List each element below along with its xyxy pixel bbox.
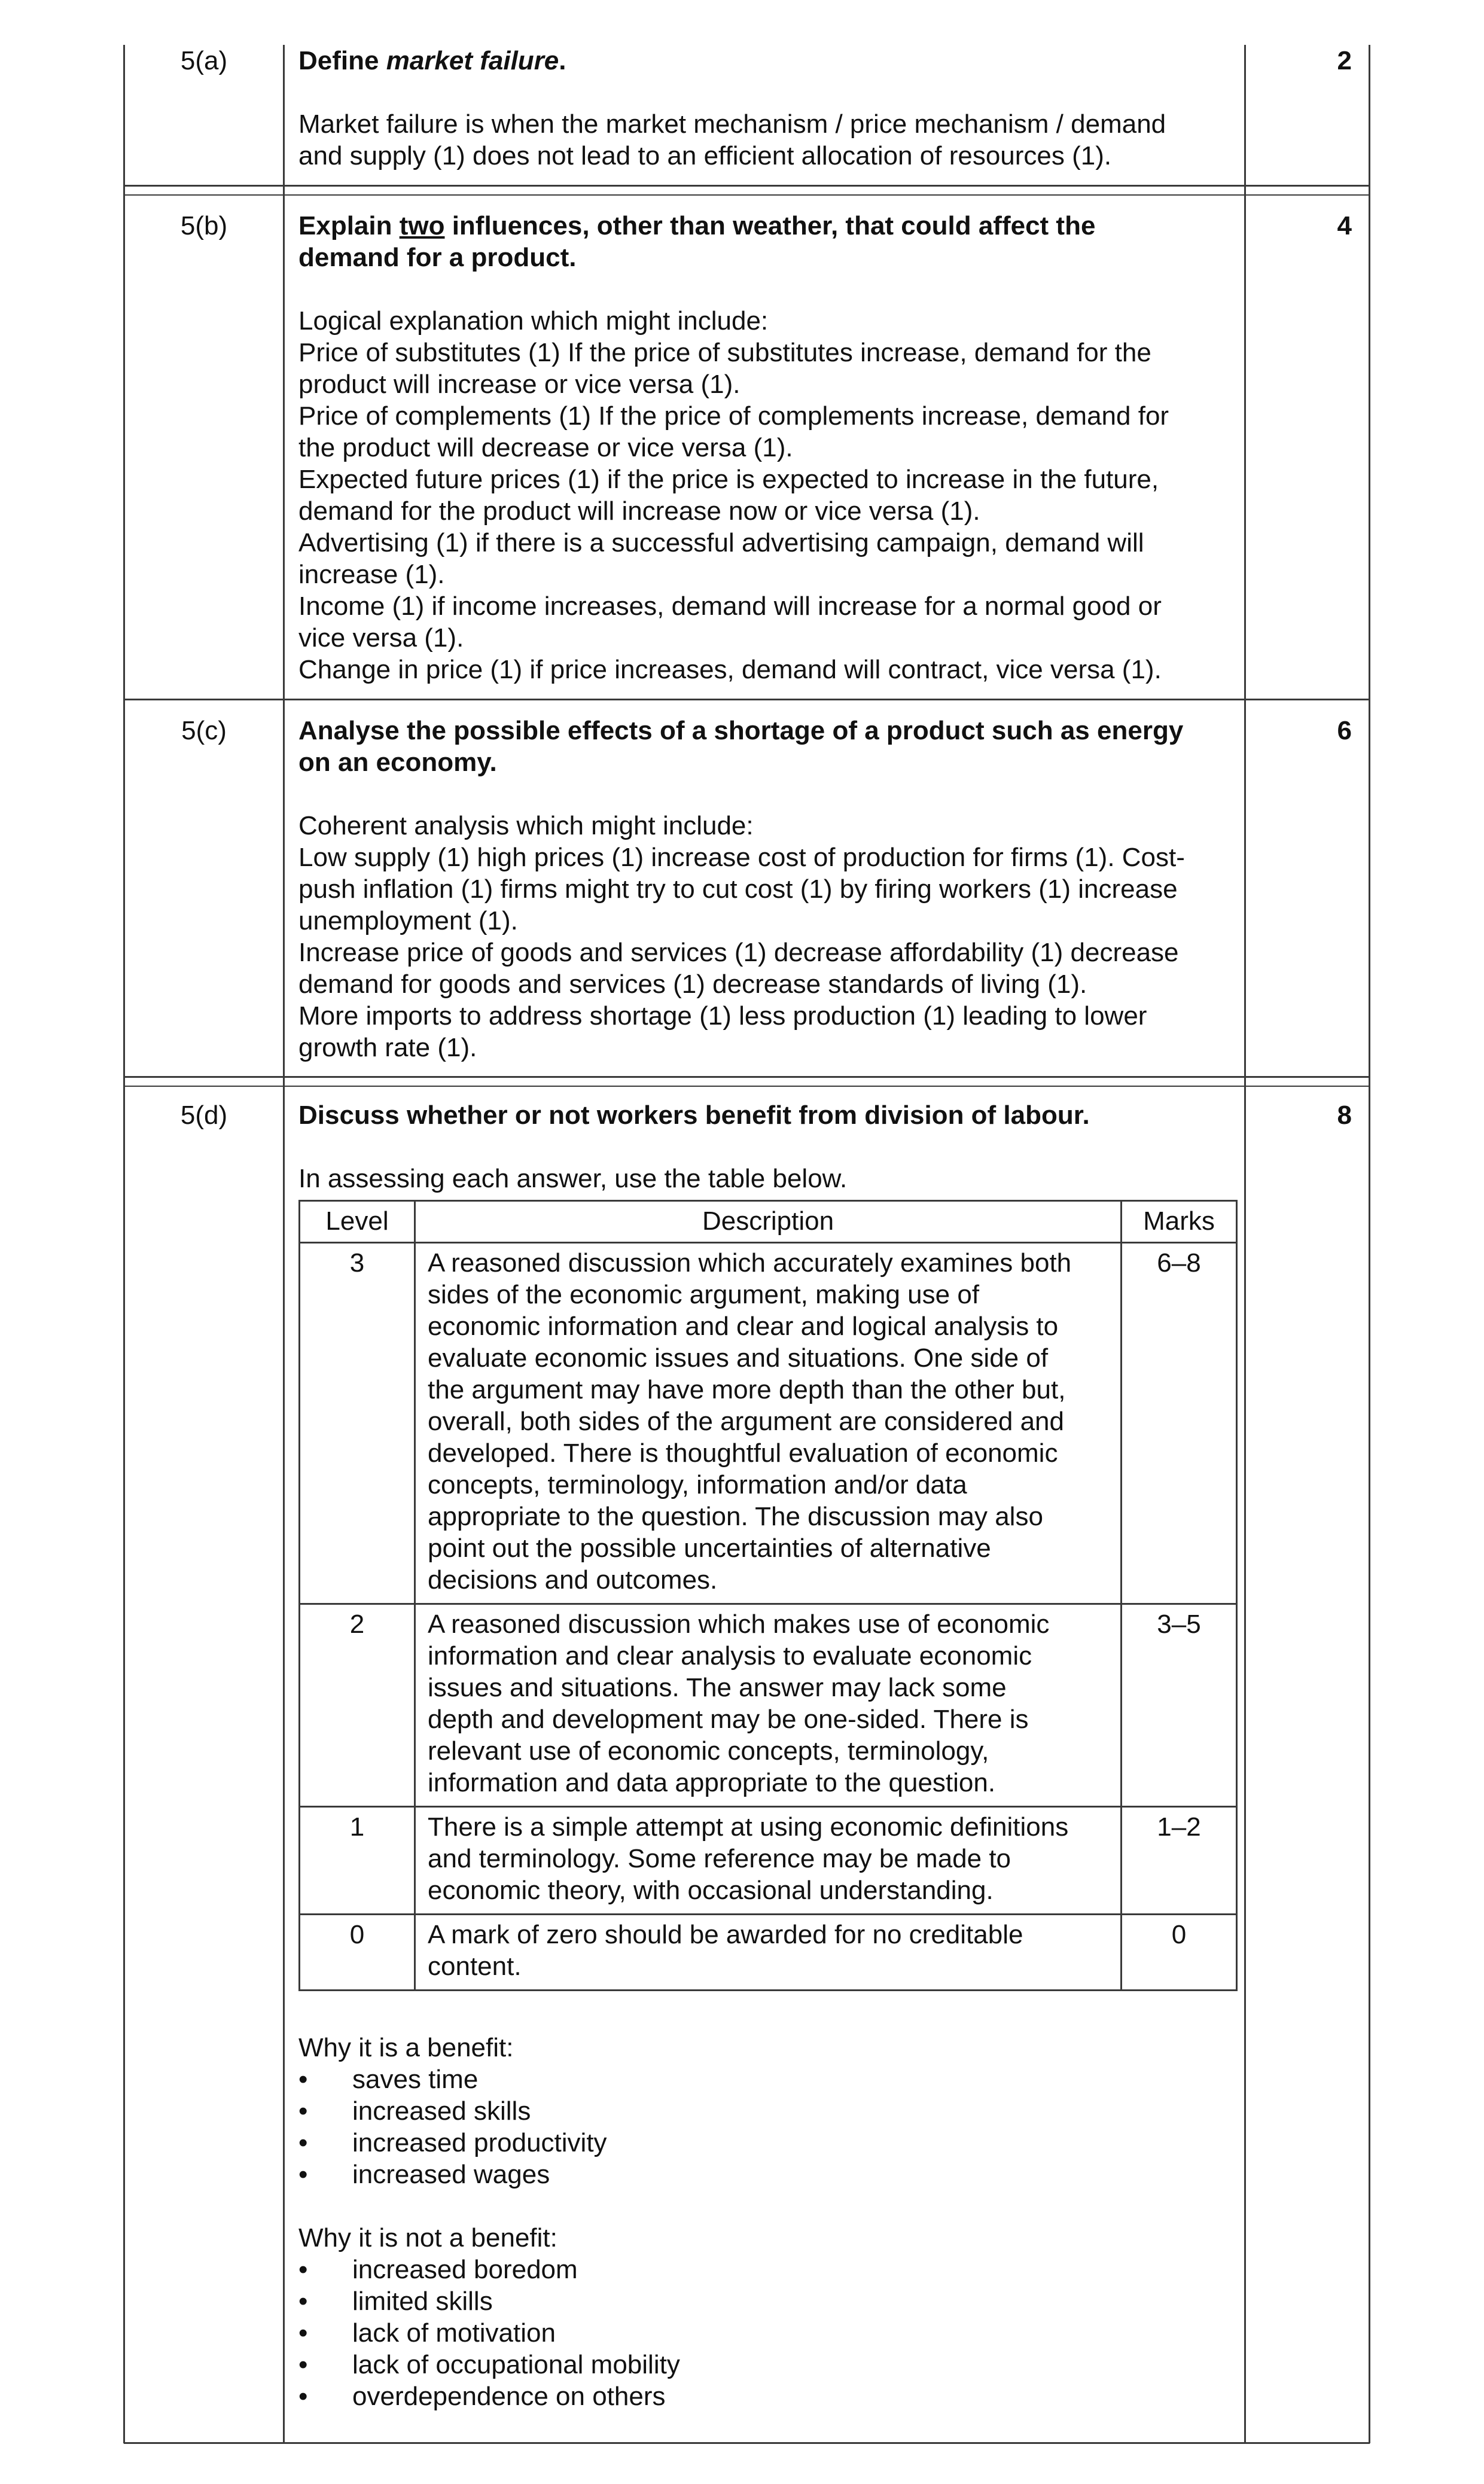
answer-line: the product will decrease or vice versa (1). bbox=[298, 433, 793, 462]
answer-line: Income (1) if income increases, demand will increase for a normal good or bbox=[298, 592, 1162, 621]
question-text: Discuss whether or not workers benefit from division of labour. bbox=[298, 1101, 1090, 1130]
question-marks: 4 bbox=[1337, 211, 1352, 240]
list-item: • overdependence on others bbox=[298, 2381, 1232, 2412]
answer-line: Price of substitutes (1) If the price of substitutes increase, demand for the bbox=[298, 338, 1151, 367]
question-number: 5(b) bbox=[180, 211, 228, 240]
benefit-list bbox=[298, 2064, 1232, 2190]
answer-line: increase (1). bbox=[298, 560, 445, 589]
list-item: • increased skills bbox=[298, 2095, 1232, 2127]
row-5d-header bbox=[298, 1099, 1232, 1194]
answer-line: product will increase or vice versa (1). bbox=[298, 370, 741, 399]
question-number: 5(a) bbox=[180, 46, 228, 75]
not-benefit-heading: Why it is not a benefit: bbox=[298, 2223, 557, 2253]
question-text: Analyse the possible effects of a shortage of a product such as energy bbox=[298, 716, 1184, 745]
answer-line: More imports to address shortage (1) less production (1) leading to lower bbox=[298, 1001, 1147, 1031]
row-divider-b bbox=[124, 699, 1370, 700]
question-text: Explain two influences, other than weather, that could affect the bbox=[298, 211, 1096, 240]
list-item: • saves time bbox=[298, 2064, 1232, 2095]
marks-cell: 6–8 bbox=[1122, 1243, 1237, 1604]
description-cell: A reasoned discussion which makes use of economic information and clear analysis to evaluate economic issues and situations. The answer may lack some depth and development may be one-sided. There is relevant use of economic concepts, terminology, information and data appropriate to the question. bbox=[415, 1604, 1122, 1807]
marks-column-divider bbox=[1244, 45, 1246, 2443]
answer-line: and supply (1) does not lead to an efficient allocation of resources (1). bbox=[298, 141, 1112, 170]
question-marks: 8 bbox=[1337, 1101, 1352, 1130]
question-text: Define market failure. bbox=[298, 46, 566, 75]
description-cell: A mark of zero should be awarded for no creditable content. bbox=[415, 1915, 1122, 1991]
table-left-border bbox=[123, 45, 125, 2443]
marks-cell: 0 bbox=[1122, 1915, 1237, 1991]
table-intro: In assessing each answer, use the table below. bbox=[298, 1164, 848, 1193]
level-cell: 3 bbox=[300, 1243, 415, 1604]
question-marks: 6 bbox=[1337, 716, 1352, 745]
marks-cell: 1–2 bbox=[1122, 1807, 1237, 1915]
answer-line: Advertising (1) if there is a successful advertising campaign, demand will bbox=[298, 528, 1144, 557]
row-divider-a-bottom bbox=[124, 194, 1370, 196]
table-row bbox=[300, 1243, 1237, 1604]
row-divider-a-top bbox=[124, 185, 1370, 187]
answer-line: unemployment (1). bbox=[298, 906, 518, 935]
answer-line: Price of complements (1) If the price of complements increase, demand for bbox=[298, 401, 1169, 431]
table-row bbox=[300, 1604, 1237, 1807]
level-cell: 2 bbox=[300, 1604, 415, 1807]
question-number: 5(d) bbox=[180, 1101, 228, 1130]
level-cell: 0 bbox=[300, 1915, 415, 1991]
list-item: • limited skills bbox=[298, 2285, 1232, 2317]
row-divider-c-bottom bbox=[124, 1086, 1370, 1087]
table-bottom-border bbox=[124, 2442, 1370, 2444]
table-row bbox=[300, 1807, 1237, 1915]
description-cell: There is a simple attempt at using economic definitions and terminology. Some reference may be made to economic theory, with occasional understanding. bbox=[415, 1807, 1122, 1915]
answer-line: growth rate (1). bbox=[298, 1033, 477, 1062]
answer-intro: Logical explanation which might include: bbox=[298, 306, 769, 336]
row-divider-c-top bbox=[124, 1076, 1370, 1078]
answer-line: Change in price (1) if price increases, demand will contract, vice versa (1). bbox=[298, 655, 1162, 684]
question-text: on an economy. bbox=[298, 748, 497, 777]
not-benefit-list bbox=[298, 2254, 1232, 2412]
description-cell: A reasoned discussion which accurately examines both sides of the economic argument, making use of economic information and clear and logical analysis to evaluate economic issues and situations. One side of the argument may have more depth than the other but, overall, both sides of the argument are considered and developed. There is thoughtful evaluation of economic concepts, terminology, information and/or data appropriate to the question. The discussion may also point out the possible uncertainties of alternative decisions and outcomes. bbox=[415, 1243, 1122, 1604]
row-5c-content bbox=[298, 715, 1232, 1063]
question-text: demand for a product. bbox=[298, 243, 577, 272]
question-number: 5(c) bbox=[181, 716, 227, 745]
answer-line: vice versa (1). bbox=[298, 623, 464, 653]
answer-line: Low supply (1) high prices (1) increase cost of production for firms (1). Cost- bbox=[298, 843, 1185, 872]
answer-line: Market failure is when the market mechanism / price mechanism / demand bbox=[298, 109, 1166, 139]
list-item: • increased wages bbox=[298, 2159, 1232, 2190]
header-description: Description bbox=[415, 1201, 1122, 1243]
header-marks: Marks bbox=[1122, 1201, 1237, 1243]
marks-cell: 3–5 bbox=[1122, 1604, 1237, 1807]
list-item: • increased boredom bbox=[298, 2254, 1232, 2285]
row-5b-content bbox=[298, 210, 1232, 685]
list-item: • lack of motivation bbox=[298, 2317, 1232, 2349]
answer-line: Increase price of goods and services (1) decrease affordability (1) decrease bbox=[298, 938, 1179, 967]
row-5a-content bbox=[298, 45, 1232, 172]
answer-intro: Coherent analysis which might include: bbox=[298, 811, 754, 840]
table-right-border bbox=[1369, 45, 1370, 2443]
answer-line: demand for goods and services (1) decrease standards of living (1). bbox=[298, 970, 1087, 999]
answer-line: demand for the product will increase now or vice versa (1). bbox=[298, 496, 980, 526]
benefit-lists bbox=[298, 2032, 1232, 2412]
header-level: Level bbox=[300, 1201, 415, 1243]
table-row bbox=[300, 1915, 1237, 1991]
list-item: • increased productivity bbox=[298, 2127, 1232, 2159]
benefit-heading: Why it is a benefit: bbox=[298, 2033, 514, 2062]
answer-line: Expected future prices (1) if the price is expected to increase in the future, bbox=[298, 465, 1159, 494]
answer-line: push inflation (1) firms might try to cut cost (1) by firing workers (1) increase bbox=[298, 874, 1178, 904]
question-column-divider bbox=[283, 45, 285, 2443]
level-cell: 1 bbox=[300, 1807, 415, 1915]
levels-table bbox=[298, 1200, 1238, 1991]
table-header-row bbox=[300, 1201, 1237, 1243]
question-marks: 2 bbox=[1337, 46, 1352, 75]
list-item: • lack of occupational mobility bbox=[298, 2349, 1232, 2381]
